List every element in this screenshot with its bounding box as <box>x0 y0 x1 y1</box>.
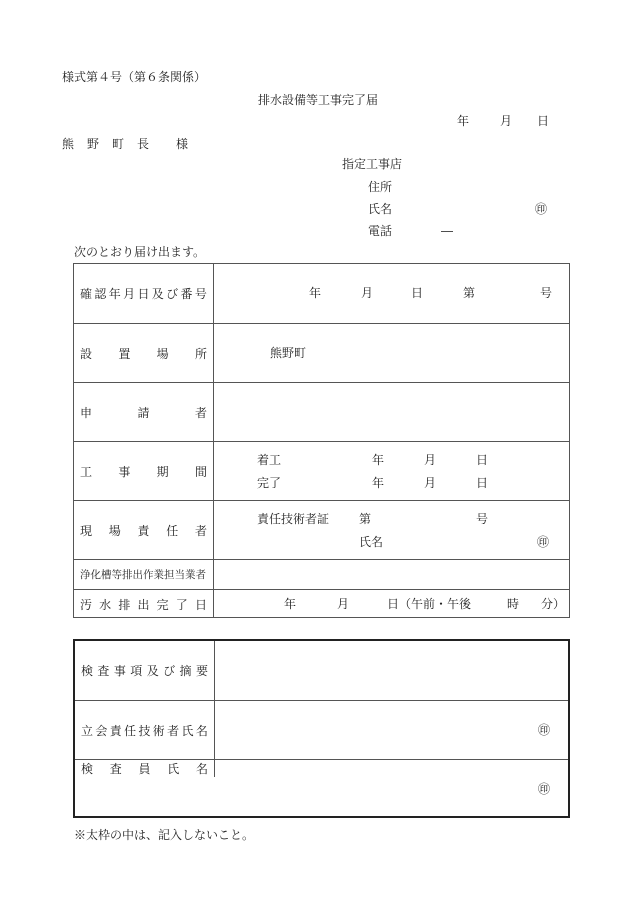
day-label: 日 <box>476 476 489 490</box>
name-label: 氏名 <box>359 535 384 549</box>
dai-label: 第 <box>359 512 372 526</box>
start-label: 着工 <box>257 453 282 467</box>
label-char: 工 <box>80 464 93 479</box>
addressee-char: 野 <box>86 137 99 151</box>
row-label <box>74 324 214 382</box>
row-label <box>74 501 214 559</box>
company-label: 指定工事店 <box>342 157 403 171</box>
go-label: 号 <box>476 512 489 526</box>
label-char: 出 <box>137 597 150 612</box>
label-char: 及 <box>146 664 159 678</box>
witness-engineer-field[interactable] <box>215 701 568 759</box>
seal-icon: ㊞ <box>538 723 551 737</box>
go-label: 号 <box>540 286 553 300</box>
addressee-char: 熊 <box>62 137 75 151</box>
label-char: 番 <box>180 287 193 301</box>
label-char: 排 <box>118 597 131 612</box>
table-row-period <box>74 441 569 500</box>
table-row-septic-operator <box>74 559 569 589</box>
label-char: 名 <box>195 762 208 776</box>
label-char: 了 <box>175 597 188 612</box>
year-label: 年 <box>309 286 322 300</box>
row-label <box>74 264 214 323</box>
label-char: 日 <box>137 287 150 301</box>
table-row-location <box>74 323 569 382</box>
table-row-inspection-items <box>75 641 568 700</box>
application-table <box>73 263 570 618</box>
hour-label: 時 <box>507 597 520 611</box>
month-label: 月 <box>337 597 350 611</box>
cert-label: 責任技術者証 <box>257 512 330 526</box>
phone-label: 電話 <box>368 224 393 238</box>
label-char: 認 <box>94 287 107 301</box>
table-row-confirmation <box>74 264 569 323</box>
table-row-site-manager <box>74 500 569 559</box>
confirmation-field[interactable] <box>214 264 569 323</box>
addressee-honorific: 様 <box>175 137 188 151</box>
name-label: 氏名 <box>368 202 393 216</box>
year-label: 年 <box>284 597 297 611</box>
label-char: び <box>163 664 176 678</box>
site-manager-field[interactable] <box>214 501 569 559</box>
end-label: 完了 <box>257 476 282 490</box>
label-char: 立 <box>81 723 94 738</box>
seal-icon: ㊞ <box>538 782 551 796</box>
page-title: 排水設備等工事完了届 <box>258 93 379 107</box>
month-label: 月 <box>361 286 374 300</box>
addressee <box>62 137 188 151</box>
row-label: 浄化槽等排出作業担当業者 <box>74 560 214 589</box>
label-char: 者 <box>194 405 207 420</box>
table-row-discharge-date <box>74 589 569 618</box>
label-char: 者 <box>194 523 207 538</box>
table-row-witness-engineer <box>75 700 568 759</box>
day-label: 日 <box>476 453 489 467</box>
label-char: 現 <box>80 523 93 538</box>
label-char: 完 <box>156 597 169 612</box>
row-label <box>75 701 215 759</box>
date-year: 年 <box>457 114 470 128</box>
label-char: 者 <box>167 723 180 738</box>
row-label <box>74 590 214 618</box>
seal-icon: ㊞ <box>535 202 548 216</box>
label-char: 検 <box>81 664 94 678</box>
label-char: 術 <box>152 723 165 738</box>
addressee-char: 長 <box>136 137 149 151</box>
footnote: ※太枠の中は、記入しないこと。 <box>74 828 255 842</box>
label-char: 検 <box>81 762 94 776</box>
row-label <box>74 442 214 500</box>
label-char: 会 <box>95 723 108 738</box>
phone-dash: ― <box>441 224 453 238</box>
label-char: 置 <box>118 346 131 361</box>
label-char: 任 <box>166 523 179 538</box>
inspection-table <box>73 639 570 818</box>
inspector-field[interactable] <box>215 760 568 796</box>
label-char: 及 <box>151 287 164 301</box>
label-char: 間 <box>194 464 207 479</box>
label-char: 場 <box>156 346 169 361</box>
label-char: 確 <box>80 287 93 301</box>
label-char: 氏 <box>167 762 180 776</box>
applicant-field[interactable] <box>214 383 569 441</box>
label-char: 技 <box>138 723 151 738</box>
label-char: 所 <box>194 346 207 361</box>
table-row-applicant <box>74 382 569 441</box>
row-label <box>74 383 214 441</box>
day-ampm-label: 日（午前・午後 <box>387 597 472 611</box>
label-char: 要 <box>195 664 208 678</box>
location-value: 熊野町 <box>270 346 307 360</box>
intro-text: 次のとおり届け出ます。 <box>74 245 206 259</box>
year-label: 年 <box>372 453 385 467</box>
label-char: 場 <box>108 523 121 538</box>
label-char: 月 <box>123 287 136 301</box>
minute-label: 分） <box>541 597 566 611</box>
label-char: 査 <box>109 762 122 776</box>
label-char: 名 <box>195 723 208 738</box>
seal-icon: ㊞ <box>537 535 550 549</box>
address-label: 住所 <box>368 180 393 194</box>
label-char: 員 <box>138 762 151 776</box>
label-char: 年 <box>108 287 121 301</box>
row-label <box>75 641 215 700</box>
label-char: 期 <box>156 464 169 479</box>
label-char: 事 <box>113 664 126 678</box>
label-char: 汚 <box>80 597 93 612</box>
label-char: 項 <box>130 664 143 678</box>
inspection-items-field[interactable] <box>215 641 568 700</box>
date-month: 月 <box>500 114 513 128</box>
label-char: 水 <box>99 597 112 612</box>
septic-operator-field[interactable] <box>214 560 569 589</box>
day-label: 日 <box>411 286 424 300</box>
label-char: 設 <box>80 346 93 361</box>
label-char: 事 <box>118 464 131 479</box>
table-row-inspector <box>75 759 568 796</box>
addressee-char: 町 <box>111 137 124 151</box>
label-char: 査 <box>97 664 110 678</box>
label-char: 号 <box>194 287 207 301</box>
label-char: 申 <box>80 405 93 420</box>
label-char: 摘 <box>179 664 192 678</box>
label-char: び <box>166 287 179 301</box>
dai-label: 第 <box>463 286 476 300</box>
discharge-date-field[interactable] <box>214 590 569 618</box>
date-day: 日 <box>537 114 550 128</box>
label-char: 日 <box>194 597 207 612</box>
label-char: 氏 <box>181 723 194 738</box>
row-label <box>75 760 215 777</box>
label-char: 請 <box>137 405 150 420</box>
period-field[interactable] <box>214 442 569 500</box>
month-label: 月 <box>424 453 437 467</box>
year-label: 年 <box>372 476 385 490</box>
label-char: 責 <box>137 523 150 538</box>
location-field[interactable] <box>214 324 569 382</box>
label-char: 責 <box>109 723 122 738</box>
month-label: 月 <box>424 476 437 490</box>
form-number: 様式第４号（第６条関係） <box>62 70 207 84</box>
label-char: 任 <box>124 723 137 738</box>
